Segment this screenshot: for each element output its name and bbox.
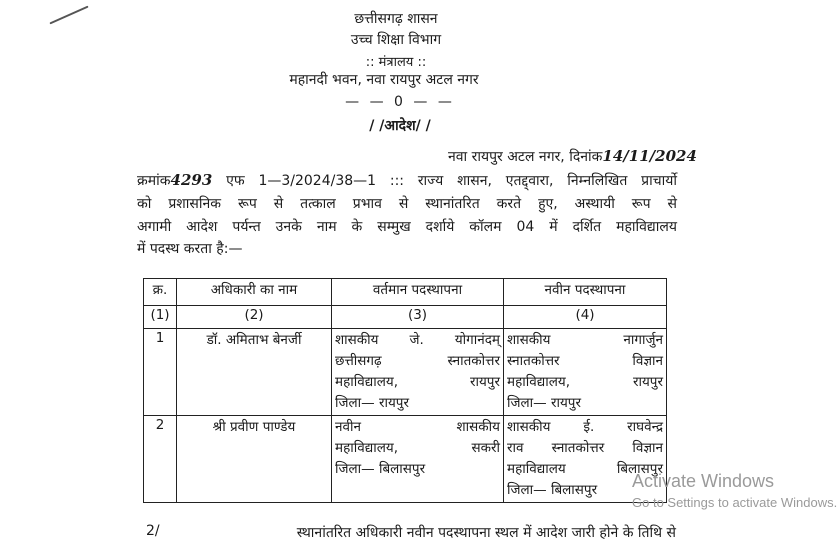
cell-word: बिलासपुर bbox=[616, 461, 663, 477]
cell-line: महाविद्यालय, रायपुर bbox=[335, 372, 500, 393]
cell-word: रायपुर bbox=[632, 374, 663, 390]
header-sno: क्र. bbox=[144, 279, 177, 306]
header-separator: — — 0 — — bbox=[345, 94, 455, 110]
transfer-table bbox=[143, 278, 667, 503]
paragraph-2 bbox=[146, 523, 676, 542]
order-line-4: में पदस्थ करता है:— bbox=[137, 241, 243, 257]
row-sno: 2 bbox=[144, 416, 177, 503]
watermark-subtitle: Go to Settings to activate Windows. bbox=[632, 495, 837, 510]
cell-line: छत्तीसगढ़ स्नातकोत्तर bbox=[335, 351, 500, 372]
cell-line: जिला— रायपुर bbox=[335, 395, 409, 411]
row-current-posting bbox=[332, 416, 504, 503]
cell-word: स्नातकोत्तर bbox=[447, 353, 500, 369]
order-ref-text: एफ 1—3/2024/38—1 ::: राज्य शासन, एतद्द्वारा, निम्नलिखित प्राचार्यो bbox=[226, 173, 678, 189]
order-line-3: अगामी आदेश पर्यन्त उनके नाम के सम्मुख दर्शाये कॉलम 04 में दर्शित महाविद्यालय bbox=[137, 219, 677, 235]
activation-watermark bbox=[632, 471, 837, 510]
cell-word: रायपुर bbox=[469, 374, 500, 390]
cell-word: नागार्जुन bbox=[623, 332, 663, 348]
header-new-posting: नवीन पदस्थापना bbox=[504, 279, 667, 306]
cell-line: जिला— रायपुर bbox=[507, 395, 581, 411]
order-number: 4293 bbox=[170, 171, 213, 189]
col-number: (4) bbox=[504, 306, 667, 329]
cell-word: विज्ञान bbox=[632, 353, 663, 369]
table-row bbox=[144, 329, 667, 416]
row-current-posting bbox=[332, 329, 504, 416]
header-current-posting: वर्तमान पदस्थापना bbox=[332, 279, 504, 306]
cell-word: शासकीय bbox=[456, 419, 500, 435]
row-officer-name: डॉ. अमिताभ बेनर्जी bbox=[177, 329, 332, 416]
order-line-1 bbox=[137, 171, 677, 190]
paragraph-2-text: स्थानांतरित अधिकारी नवीन पदस्थापना स्थल में आदेश जारी होने के तिथि से bbox=[296, 525, 676, 541]
cell-line: महाविद्यालय, सकरी bbox=[335, 438, 500, 459]
table-column-number-row bbox=[144, 306, 667, 329]
header-government: छत्तीसगढ़ शासन bbox=[354, 11, 438, 27]
cell-word: ई. bbox=[583, 419, 595, 435]
col-number: (2) bbox=[177, 306, 332, 329]
cell-line: महाविद्यालय, रायपुर bbox=[507, 372, 663, 393]
dateline-date: 14/11/2024 bbox=[602, 147, 697, 165]
cell-line: जिला— बिलासपुर bbox=[335, 461, 426, 477]
order-line-2: को प्रशासनिक रूप से तत्काल प्रभाव से स्थानांतरित करते हुए, अस्थायी रूप से bbox=[137, 196, 677, 212]
row-officer-name: श्री प्रवीण पाण्डेय bbox=[177, 416, 332, 503]
header-ministry: :: मंत्रालय :: bbox=[365, 55, 427, 70]
cell-word: विज्ञान bbox=[632, 440, 663, 456]
cell-word: जे. bbox=[409, 332, 424, 348]
cell-word: राघवेन्द्र bbox=[627, 419, 663, 435]
cell-line: राव स्नातकोत्तर विज्ञान bbox=[507, 438, 663, 459]
cell-line: जिला— बिलासपुर bbox=[507, 482, 598, 498]
row-new-posting bbox=[504, 329, 667, 416]
cell-line: महाविद्यालय बिलासपुर bbox=[507, 459, 663, 480]
col-number: (3) bbox=[332, 306, 504, 329]
col-number: (1) bbox=[144, 306, 177, 329]
cell-word: सकरी bbox=[471, 440, 500, 456]
watermark-title: Activate Windows bbox=[632, 471, 775, 491]
cell-line: स्नातकोत्तर विज्ञान bbox=[507, 351, 663, 372]
cell-line: शासकीय नागार्जुन bbox=[507, 330, 663, 351]
header-order-title: / /आदेश/ / bbox=[369, 118, 431, 134]
table-header-row bbox=[144, 279, 667, 306]
row-sno: 1 bbox=[144, 329, 177, 416]
cell-line: शासकीय ई. राघवेन्द्र bbox=[507, 417, 663, 438]
cell-line: शासकीय जे. योगानंदम् bbox=[335, 330, 500, 351]
dateline-place: नवा रायपुर अटल नगर, दिनांक bbox=[448, 149, 603, 165]
cell-word: स्नातकोत्तर bbox=[551, 440, 605, 456]
order-label: क्रमांक bbox=[137, 173, 171, 189]
dateline bbox=[448, 147, 697, 166]
cell-line: नवीन शासकीय bbox=[335, 417, 500, 438]
table-row bbox=[144, 416, 667, 503]
header-department: उच्च शिक्षा विभाग bbox=[350, 32, 442, 48]
cell-word: योगानंदम् bbox=[454, 332, 500, 348]
paragraph-2-number: 2/ bbox=[146, 523, 160, 539]
header-officer-name: अधिकारी का नाम bbox=[177, 279, 332, 306]
header-address: महानदी भवन, नवा रायपुर अटल नगर bbox=[289, 72, 479, 88]
